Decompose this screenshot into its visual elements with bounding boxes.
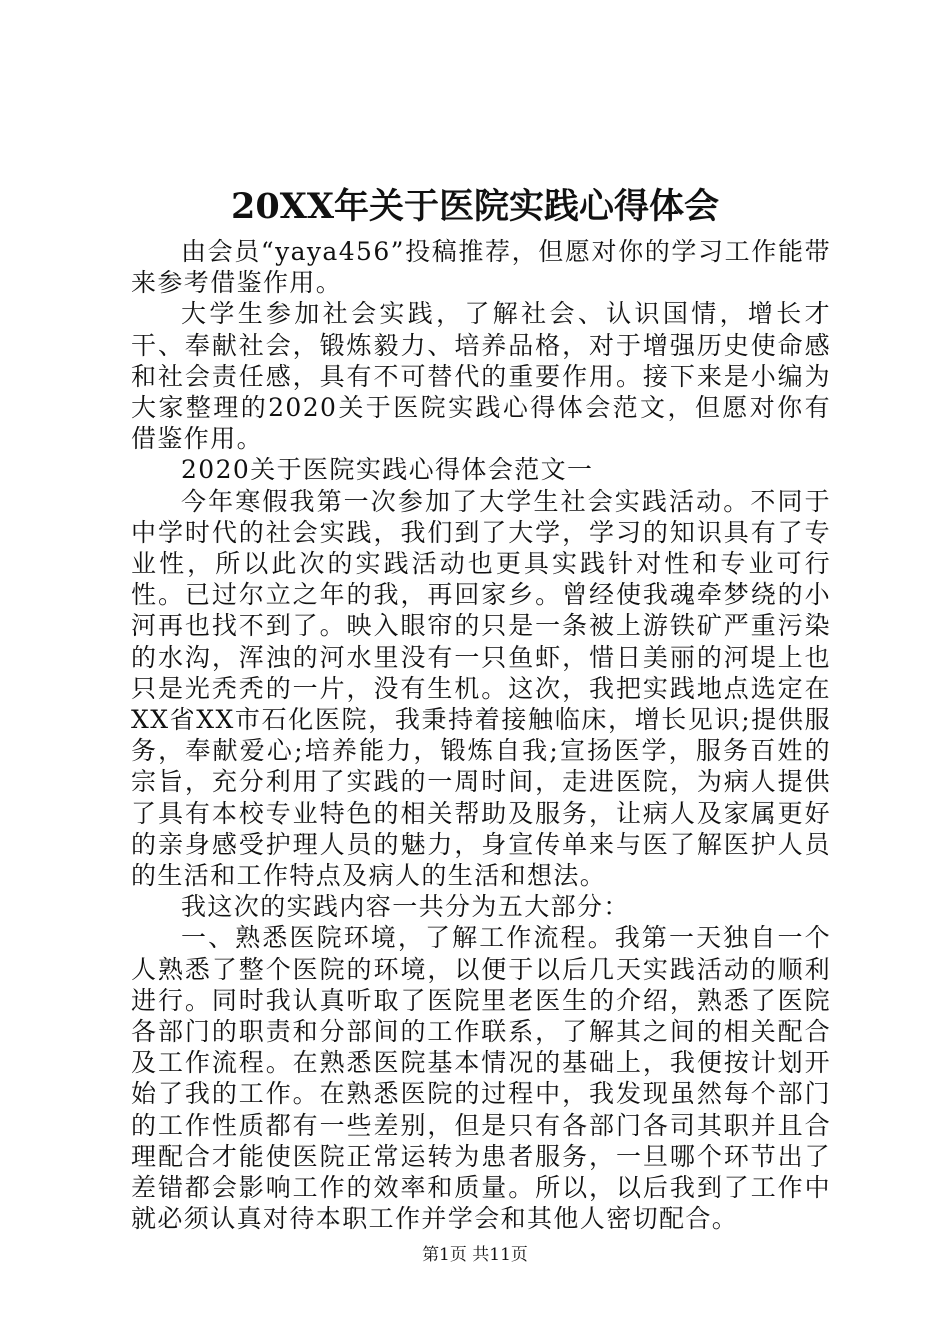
- document-title: 20XX年关于医院实践心得体会: [230, 186, 720, 227]
- paragraph-intro: 由会员“yaya456”投稿推荐，但愿对你的学习工作能带来参考借鉴作用。: [131, 237, 831, 298]
- paragraph-overview: 大学生参加社会实践，了解社会、认识国情，增长才干、奉献社会，锻炼毅力、培养品格，对于增强历史使命感和社会责任感，具有不可替代的重要作用。接下来是小编为大家整理的2020关于医院实践心得体会范文，但愿对你有借鉴作用。: [131, 299, 831, 454]
- document-body: [131, 236, 831, 1235]
- paragraph-parts-intro: 我这次的实践内容一共分为五大部分：: [181, 892, 630, 922]
- page-footer: 第1页 共11页: [422, 1245, 528, 1265]
- paragraph-part-one: 一、熟悉医院环境，了解工作流程。我第一天独自一个人熟悉了整个医院的环境，以便于以后几天实践活动的顺利进行。同时我认真听取了医院里老医生的介绍，熟悉了医院各部门的职责和分部间的工作联系，了解其之间的相关配合及工作流程。在熟悉医院基本情况的基础上，我便按计划开始了我的工作。在熟悉医院的过程中，我发现虽然每个部门的工作性质都有一些差别，但是只有各部门各司其职并且合理配合才能使医院正常运转为患者服务，一旦哪个环节出了差错都会影响工作的效率和质量。所以，以后我到了工作中就必须认真对待本职工作并学会和其他人密切配合。: [131, 923, 831, 1234]
- paragraph-experience: 今年寒假我第一次参加了大学生社会实践活动。不同于中学时代的社会实践，我们到了大学，学习的知识具有了专业性，所以此次的实践活动也更具实践针对性和专业可行性。已过尔立之年的我，再回家乡。曾经使我魂牵梦绕的小河再也找不到了。映入眼帘的只是一条被上游铁矿严重污染的水沟，浑浊的河水里没有一只鱼虾，惜日美丽的河堤上也只是光秃秃的一片，没有生机。这次，我把实践地点选定在XX省XX市石化医院，我秉持着接触临床，增长见识;提供服务，奉献爱心;培养能力，锻炼自我;宣扬医学，服务百姓的宗旨，充分利用了实践的一周时间，走进医院，为病人提供了具有本校专业特色的相关帮助及服务，让病人及家属更好的亲身感受护理人员的魅力，身宣传单来与医了解医护人员的生活和工作特点及病人的生活和想法。: [131, 486, 831, 891]
- section-heading: 2020关于医院实践心得体会范文一: [181, 455, 594, 485]
